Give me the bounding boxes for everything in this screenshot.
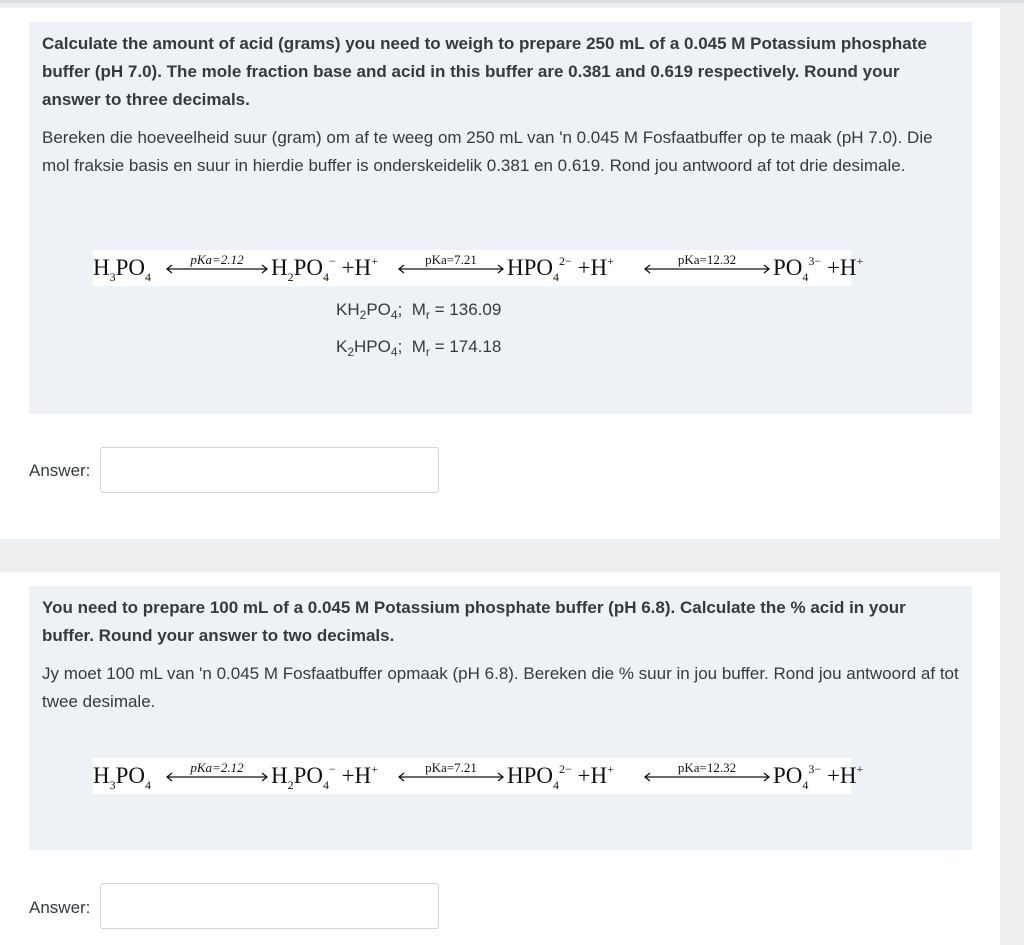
question-afrikaans: Jy moet 100 mL van 'n 0.045 M Fosfaatbuffer opmaak (pH 6.8). Bereken die % suur in jou buffer. Rond jou antwoord af tot twee desimale. bbox=[42, 664, 959, 711]
answer-label: Answer: bbox=[29, 461, 91, 480]
species-po4: $PO_4^{3-} +H^+$ bbox=[773, 254, 864, 284]
species-hpo4: $HPO_4^{2-} +H^+$ bbox=[507, 762, 614, 792]
equilibrium-arrow-2 bbox=[397, 250, 505, 286]
answer-input[interactable] bbox=[100, 447, 439, 493]
molar-mass-kh2po4: $KH_2PO_4$; $M_r = 136.09$ bbox=[336, 300, 502, 322]
pka1-label: pKa=2.12 bbox=[190, 760, 244, 775]
equilibrium-arrow-3 bbox=[643, 250, 771, 286]
phosphate-equilibrium-equation bbox=[93, 250, 864, 286]
pka1-label: pKa=2.12 bbox=[190, 252, 244, 267]
equilibrium-arrow-3 bbox=[643, 758, 771, 794]
question-text-2 bbox=[29, 586, 972, 850]
question-english: You need to prepare 100 mL of a 0.045 M Potassium phosphate buffer (pH 6.8). Calculate the % acid in your buffer. Round your answer to two decimals. bbox=[42, 598, 906, 645]
question-afrikaans: Bereken die hoeveelheid suur (gram) om af te weeg om 250 mL van 'n 0.045 M Fosfaatbuffer op te maak (pH 7.0). Die mol fraksie basis en suur in hierdie buffer is onderskeidelik 0.381 en 0.619. Rond jou antwoord af tot drie desimale. bbox=[42, 128, 933, 175]
species-po4: $PO_4^{3-} +H^+$ bbox=[773, 762, 864, 792]
top-border bbox=[0, 0, 1024, 3]
species-h2po4: $H_2PO_4^- +H^+$ bbox=[271, 254, 378, 284]
molar-mass-k2hpo4: $K_2HPO_4$; $M_r = 174.18$ bbox=[336, 337, 502, 359]
equilibrium-arrow-1 bbox=[165, 250, 269, 286]
answer-input[interactable] bbox=[100, 883, 439, 929]
answer-label: Answer: bbox=[29, 898, 91, 917]
question-card-1 bbox=[0, 8, 1000, 539]
question-english: Calculate the amount of acid (grams) you need to weigh to prepare 250 mL of a 0.045 M Potassium phosphate buffer (pH 7.0). The mole fraction base and acid in this buffer are 0.381 and 0.619 respectively. Round your answer to three decimals. bbox=[42, 34, 927, 109]
pka2-label: pKa=7.21 bbox=[425, 252, 477, 267]
pka3-label: pKa=12.32 bbox=[677, 252, 737, 267]
species-h2po4: $H_2PO_4^- +H^+$ bbox=[271, 762, 378, 792]
pka2-label: pKa=7.21 bbox=[425, 760, 477, 775]
species-hpo4: $HPO_4^{2-} +H^+$ bbox=[507, 254, 614, 284]
equilibrium-arrow-2 bbox=[397, 758, 505, 794]
phosphate-equilibrium-equation bbox=[93, 758, 864, 794]
pka3-label: pKa=12.32 bbox=[677, 760, 737, 775]
species-h3po4: $H_3PO_4$ bbox=[93, 255, 152, 284]
species-h3po4: $H_3PO_4$ bbox=[93, 763, 152, 792]
question-card-2 bbox=[0, 572, 1000, 945]
equilibrium-arrow-1 bbox=[165, 758, 269, 794]
